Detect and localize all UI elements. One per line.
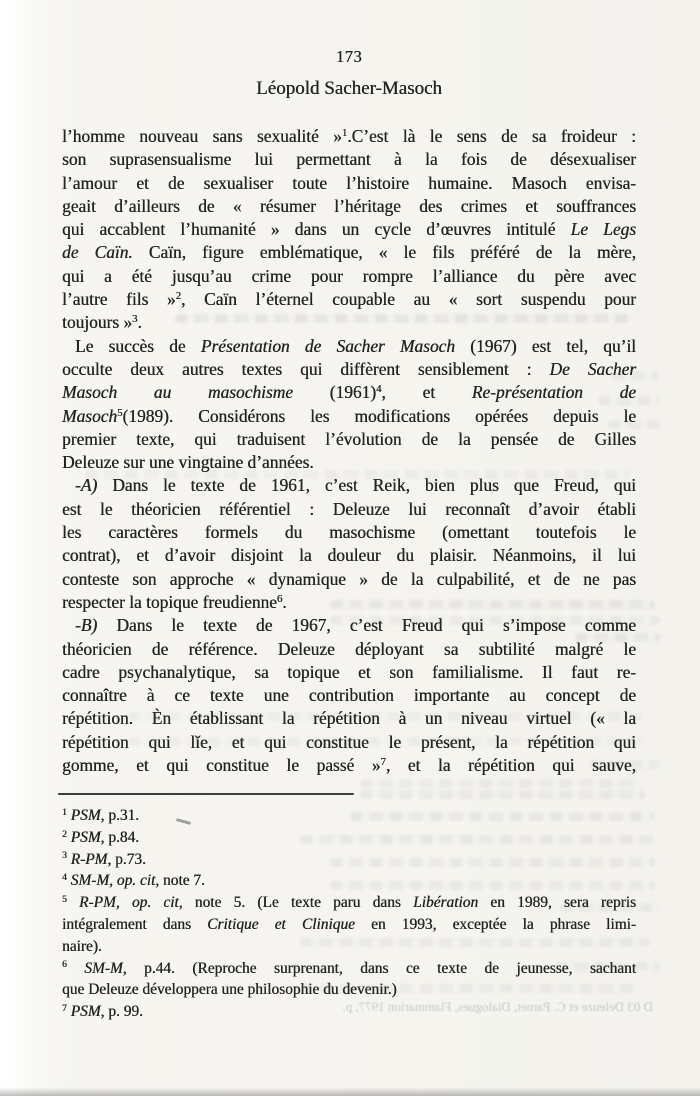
footnote-line: $^7$ PSM, p. 99.: [62, 1002, 143, 1021]
text-line: l’homme nouveau sans sexualité »$^1$.C’est là le sens de sa froideur :: [62, 126, 636, 146]
text-line: théoricien de référence. Deleuze déployant sa subtilité malgré le: [62, 638, 636, 659]
footnote-separator: [58, 793, 354, 795]
footnote-line: $^6$ SM-M, p.44. (Reproche surprenant, dans ce texte de jeunesse, sachant: [62, 959, 636, 977]
text-line: répétition. Èn établissant la répétition à un niveau virtuel (« la: [62, 708, 636, 729]
text-line: les caractères formels du masochisme (omettant toutefois le: [62, 522, 636, 543]
text-line: geait d’ailleurs de « résumer l’héritage des crimes et souffrances: [62, 195, 636, 216]
text-line: -B) Dans le texte de 1967, c’est Freud qui s’impose comme: [75, 615, 636, 636]
text-line: occulte deux autres textes qui diffèrent sensiblement : De Sacher: [62, 358, 636, 379]
footnote: [62, 892, 636, 957]
footnote-line: naire).: [62, 937, 102, 955]
footnote-line: $^3$ R-PM, p.73.: [62, 850, 146, 868]
text-line: Masoch$^5$(1989). Considérons les modifications opérées depuis le: [62, 405, 636, 426]
footnote-line: intégralement dans Critique et Clinique en 1993, exceptée la phrase limi-: [62, 915, 636, 933]
text-line: l’amour et de sexualiser toute l’histoire humaine. Masoch envisa-: [62, 172, 636, 193]
footnote: [62, 958, 636, 1002]
text-line: premier texte, qui traduisent l’évolution de la pensée de Gilles: [62, 428, 636, 449]
text-line: Masoch au masochisme $(1961)^4$, et Re-présentation de: [62, 382, 637, 403]
text-line: Deleuze sur une vingtaine d’années.: [62, 452, 314, 473]
footnote-line: $^5$ R-PM, op. cit, note 5. (Le texte paru dans Libération en 1989, sera repris: [62, 893, 636, 912]
text-line: son suprasensualisme lui permettant à la fois de désexualiser: [62, 149, 636, 170]
footnote-line: $^4$ SM-M, op. cit, note 7.: [62, 872, 205, 890]
text-line: répétition qui lǐe, et qui constitue le présent, la répétition qui: [62, 731, 636, 752]
footnotes: [62, 805, 636, 1023]
text-line: l’autre fils »$^2$, Caïn l’éternel coupable au « sort suspendu pour: [62, 289, 636, 310]
text-line: gomme, et qui constitue le passé »$^7$, et la répétition qui sauve,: [62, 755, 636, 776]
text-line: connaître à ce texte une contribution importante au concept de: [62, 685, 636, 706]
scan-left-highlight: [0, 0, 34, 1096]
paragraph: [62, 474, 636, 614]
bleedthrough-smudge: [360, 779, 640, 788]
text-line: cadre psychanalytique, sa topique et son familialisme. Il faut re-: [62, 661, 636, 682]
text-line: qui accablent l’humanité » dans un cycle d’œuvres intitulé Le Legs: [62, 219, 636, 240]
text-line: respecter la topique freudienne$^6$.: [62, 591, 287, 612]
footnote-line: que Deleuze développera une philosophie du devenir.): [62, 981, 397, 999]
footnote: [62, 827, 636, 849]
running-head-author: Léopold Sacher-Masoch: [256, 78, 442, 99]
paragraph: [62, 335, 636, 475]
page-number: 173: [335, 47, 363, 66]
paragraph: [62, 125, 636, 335]
text-line: de Caïn. Caïn, figure emblématique, « le fils préféré de la mère,: [62, 242, 636, 263]
text-line: contrat), et d’avoir disjoint la douleur du plaisir. Néanmoins, il lui: [62, 545, 636, 566]
paragraph: [62, 614, 636, 777]
text-line: toujours »$^3$.: [62, 312, 142, 333]
text-line: est le théoricien référentiel : Deleuze lui reconnaît d’avoir établi: [62, 498, 636, 519]
footnote-line: $^2$ PSM, p.84.: [62, 828, 140, 846]
footnote: [62, 849, 636, 871]
footnote: [62, 805, 636, 827]
body-text: [62, 125, 636, 777]
text-line: -A) Dans le texte de 1961, c’est Reik, bien plus que Freud, qui: [75, 475, 636, 496]
bleedthrough-smudge: [360, 790, 645, 799]
text-line: qui a été jusqu’au crime pour rompre l’alliance du père avec: [62, 265, 636, 286]
text-line: conteste son approche « dynamique » de la culpabilité, et de ne pas: [62, 568, 636, 589]
footnote: [62, 870, 636, 892]
scan-edge-shadow: [0, 1087, 700, 1096]
text-line: Le succès de Présentation de Sacher Masoch (1967) est tel, qu’il: [75, 335, 637, 356]
bleedthrough-text-line: D 03 Deleuze et C. Parnet, Dialogues, Flammarion 1977, p.: [342, 999, 653, 1014]
footnote-line: $^1$ PSM, p.31.: [62, 806, 140, 824]
